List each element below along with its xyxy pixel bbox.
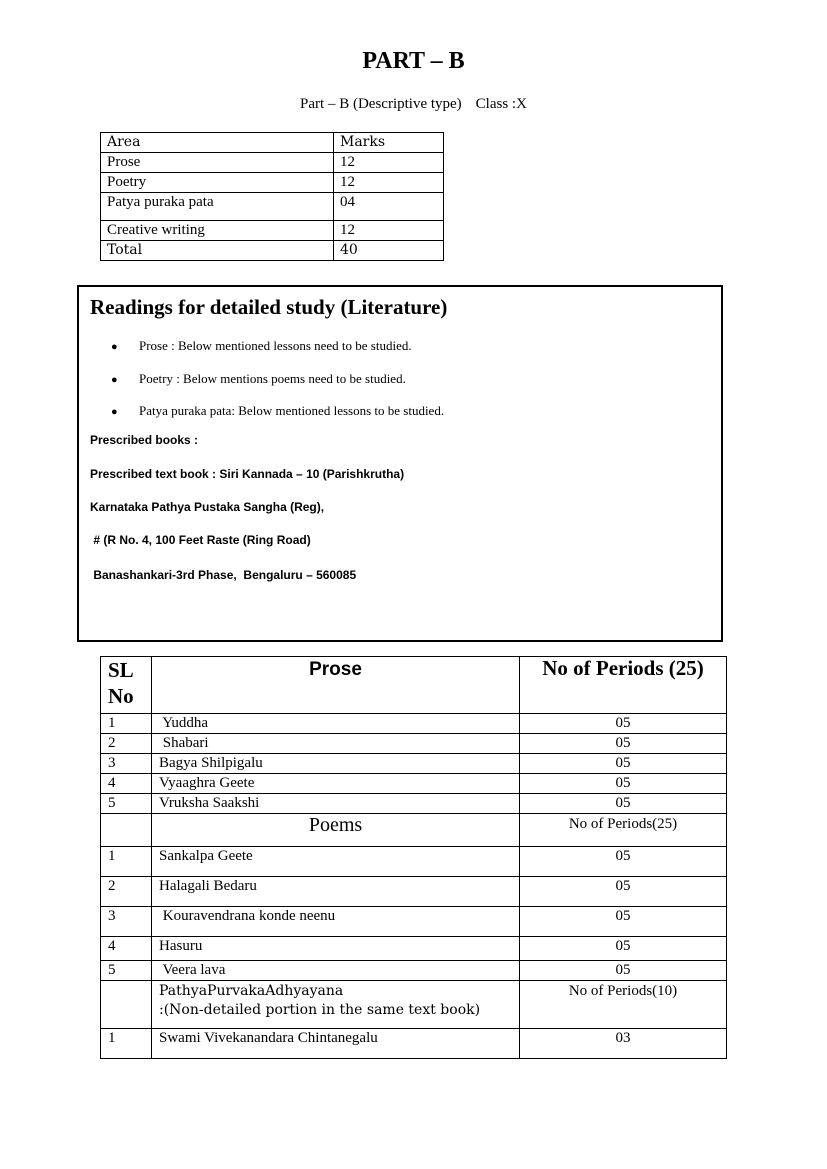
bullet-text: Poetry : Below mentions poems need to be studied. [139, 370, 406, 386]
sl-cell [101, 981, 152, 1029]
readings-list [111, 337, 444, 435]
poems-heading: Poems [152, 814, 520, 847]
header-prose: Prose [152, 657, 520, 714]
table-row [101, 734, 727, 754]
table-row [101, 1029, 727, 1059]
table-row [101, 937, 727, 961]
table-row [101, 193, 444, 221]
marks-cell: 12 [334, 173, 444, 193]
periods-cell: 05 [520, 847, 727, 877]
table-row [101, 961, 727, 981]
sl-cell: 3 [101, 754, 152, 774]
marks-cell: 12 [334, 221, 444, 241]
table-row [101, 754, 727, 774]
periods-cell: 05 [520, 754, 727, 774]
area-cell: Creative writing [101, 221, 334, 241]
header-periods: No of Periods (25) [520, 657, 727, 714]
text-book-line: Prescribed text book : Siri Kannada – 10 (Parishkrutha) [90, 467, 405, 481]
poem-cell: Hasuru [152, 937, 520, 961]
prescribed-books-label: Prescribed books : [90, 433, 199, 447]
syllabus-table [100, 656, 727, 1059]
readings-heading: Readings for detailed study (Literature) [90, 295, 448, 319]
sl-cell: 4 [101, 774, 152, 794]
page-title: PART – B [362, 48, 465, 74]
address-line-2: Banashankari-3rd Phase, Bengaluru – 560085 [90, 568, 357, 582]
periods-cell: 03 [520, 1029, 727, 1059]
marks-table [100, 132, 444, 261]
sl-cell: 1 [101, 714, 152, 734]
total-label: Total [101, 241, 334, 261]
marks-cell: 12 [334, 153, 444, 173]
table-total-row [101, 241, 444, 261]
nondetailed-heading-line2: :(Non-detailed portion in the same text book) [159, 1002, 481, 1018]
area-cell: Patya puraka pata [101, 193, 334, 221]
header-area: Area [101, 133, 334, 153]
publisher-line: Karnataka Pathya Pustaka Sangha (Reg), [90, 500, 325, 514]
page-subtitle [0, 96, 827, 113]
sl-cell: 3 [101, 907, 152, 937]
lesson-cell: Yuddha [152, 714, 520, 734]
table-row [101, 774, 727, 794]
sl-cell: 4 [101, 937, 152, 961]
table-row [101, 153, 444, 173]
periods-cell: 05 [520, 877, 727, 907]
periods-cell: 05 [520, 714, 727, 734]
sl-cell: 1 [101, 847, 152, 877]
lesson-cell: Bagya Shilpigalu [152, 754, 520, 774]
sl-cell: 2 [101, 734, 152, 754]
table-header-row [101, 133, 444, 153]
periods-cell: 05 [520, 794, 727, 814]
sl-cell: 1 [101, 1029, 152, 1059]
table-row [101, 907, 727, 937]
nondetailed-heading [152, 981, 520, 1029]
poem-cell: Halagali Bedaru [152, 877, 520, 907]
nondetailed-periods-heading: No of Periods(10) [520, 981, 727, 1029]
list-item [111, 402, 444, 435]
periods-cell: 05 [520, 734, 727, 754]
poems-header-row [101, 814, 727, 847]
list-item [111, 337, 444, 370]
area-cell: Poetry [101, 173, 334, 193]
nondetailed-heading-line1: PathyaPurvakaAdhyayana [159, 983, 344, 999]
periods-cell: 05 [520, 961, 727, 981]
readings-box [77, 285, 723, 642]
lesson-cell: Vyaaghra Geete [152, 774, 520, 794]
list-item [111, 370, 444, 403]
header-marks: Marks [334, 133, 444, 153]
poem-cell: Sankalpa Geete [152, 847, 520, 877]
area-cell: Prose [101, 153, 334, 173]
bullet-text: Patya puraka pata: Below mentioned lessons to be studied. [139, 403, 445, 418]
total-value: 40 [334, 241, 444, 261]
lesson-cell: Vruksha Saakshi [152, 794, 520, 814]
periods-cell: 05 [520, 907, 727, 937]
bullet-icon: ● [111, 341, 118, 353]
poem-cell: Kouravendrana konde neenu [152, 907, 520, 937]
lesson-cell: Swami Vivekanandara Chintanegalu [152, 1029, 520, 1059]
subtitle-part: Part – B (Descriptive type) [300, 96, 462, 112]
periods-cell: 05 [520, 774, 727, 794]
address-line-1: # (R No. 4, 100 Feet Raste (Ring Road) [90, 533, 311, 547]
table-row [101, 221, 444, 241]
table-header-row [101, 657, 727, 714]
sl-cell: 5 [101, 961, 152, 981]
sl-cell: 5 [101, 794, 152, 814]
lesson-cell: Shabari [152, 734, 520, 754]
sl-cell [101, 814, 152, 847]
bullet-text: Prose : Below mentioned lessons need to be studied. [139, 338, 412, 353]
poem-cell: Veera lava [152, 961, 520, 981]
sl-cell: 2 [101, 877, 152, 907]
table-row [101, 794, 727, 814]
table-row [101, 877, 727, 907]
marks-cell: 04 [334, 193, 444, 221]
header-sl-no: SL No [101, 657, 152, 714]
table-row [101, 714, 727, 734]
table-row [101, 847, 727, 877]
periods-cell: 05 [520, 937, 727, 961]
bullet-icon: ● [111, 406, 118, 418]
subtitle-class: Class :X [475, 96, 527, 112]
poems-periods-heading: No of Periods(25) [520, 814, 727, 847]
nondetailed-header-row [101, 981, 727, 1029]
bullet-icon: ● [111, 373, 118, 386]
table-row [101, 173, 444, 193]
